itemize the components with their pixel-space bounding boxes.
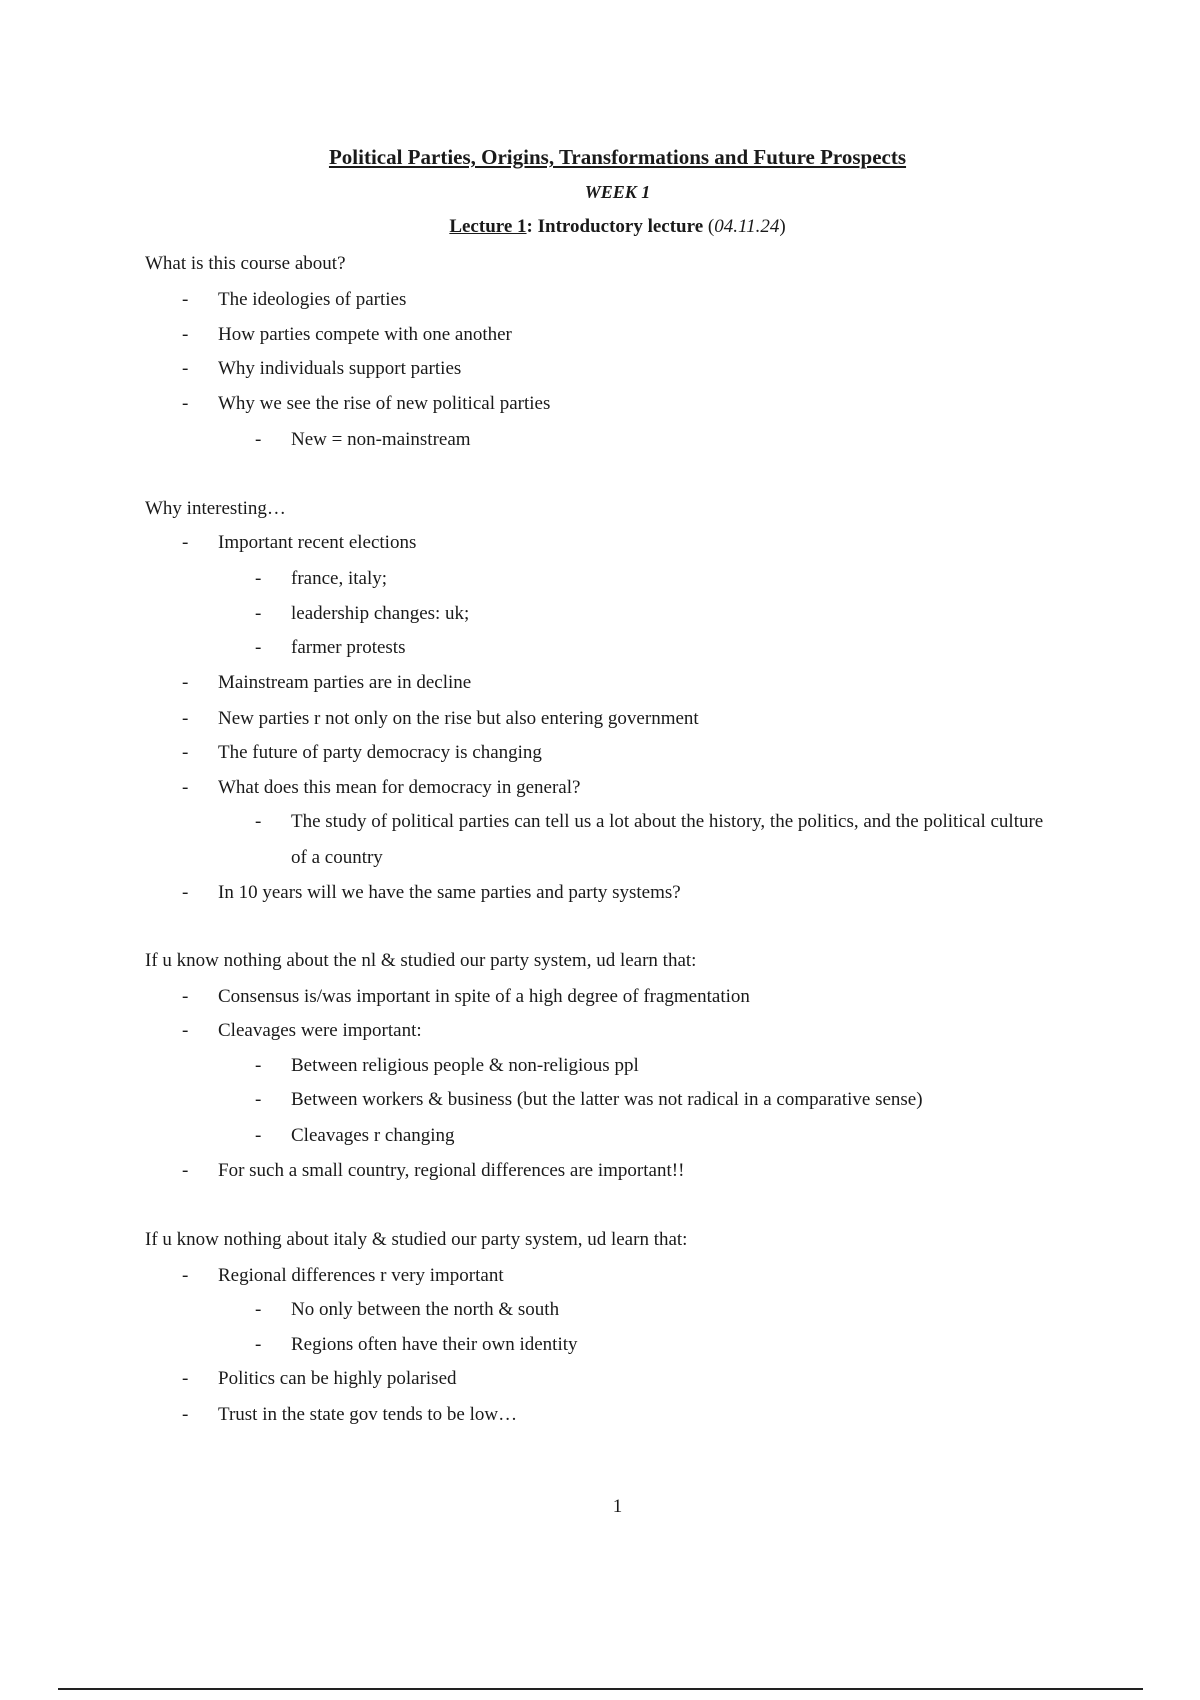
bullet-dash: - — [182, 1368, 189, 1389]
lecture-date-open: ( — [707, 216, 715, 237]
lecture-heading — [0, 216, 1200, 238]
sub-list-item: Cleavages r changing — [291, 1125, 455, 1146]
bullet-dash: - — [182, 324, 189, 345]
sub-list-item: The study of political parties can tell us a lot about the history, the politics, and the political culture — [291, 811, 1044, 832]
bullet-dash: - — [182, 532, 189, 553]
document-title: Political Parties, Origins, Transformations and Future Prospects — [328, 145, 907, 169]
sub-bullet-dash: - — [255, 603, 262, 624]
bullet-dash: - — [182, 1020, 189, 1041]
sub-bullet-dash: - — [255, 568, 262, 589]
sub-list-item: Between workers & business (but the latter was not radical in a comparative sense) — [291, 1089, 923, 1110]
sub-bullet-dash: - — [255, 429, 262, 450]
sub-bullet-dash: - — [255, 1299, 262, 1320]
list-item: The ideologies of parties — [218, 289, 407, 310]
footer-rule — [58, 1688, 1143, 1690]
sub-list-item: No only between the north & south — [291, 1299, 560, 1320]
sub-list-item: france, italy; — [291, 568, 388, 589]
list-item: Regional differences r very important — [218, 1265, 504, 1286]
list-item: For such a small country, regional differences are important!! — [218, 1160, 685, 1181]
bullet-dash: - — [182, 672, 189, 693]
bullet-dash: - — [182, 708, 189, 729]
bullet-dash: - — [182, 289, 189, 310]
bullet-dash: - — [182, 742, 189, 763]
list-item: Cleavages were important: — [218, 1020, 422, 1041]
sub-bullet-dash: - — [255, 1125, 262, 1146]
list-item: New parties r not only on the rise but also entering government — [218, 708, 699, 729]
bullet-dash: - — [182, 1265, 189, 1286]
list-item: In 10 years will we have the same parties and party systems? — [218, 882, 681, 903]
list-item: Trust in the state gov tends to be low… — [218, 1404, 518, 1425]
sub-bullet-dash: - — [255, 1055, 262, 1076]
sub-list-item: leadership changes: uk; — [291, 603, 470, 624]
bullet-dash: - — [182, 777, 189, 798]
list-item: The future of party democracy is changing — [218, 742, 542, 763]
list-item: What does this mean for democracy in general? — [218, 777, 581, 798]
sub-bullet-dash: - — [255, 811, 262, 832]
sub-list-item: farmer protests — [291, 637, 406, 658]
list-item: Important recent elections — [218, 532, 417, 553]
lecture-date: 04.11.24 — [714, 216, 780, 237]
bullet-dash: - — [182, 393, 189, 414]
lecture-separator: : — [526, 216, 538, 237]
sub-bullet-dash: - — [255, 1089, 262, 1110]
section-heading: Why interesting… — [145, 498, 286, 519]
bullet-dash: - — [182, 882, 189, 903]
sub-list-item: Between religious people & non-religious ppl — [291, 1055, 639, 1076]
list-item: Mainstream parties are in decline — [218, 672, 472, 693]
bullet-dash: - — [182, 986, 189, 1007]
page-number: 1 — [612, 1496, 623, 1517]
bullet-dash: - — [182, 1160, 189, 1181]
section-heading: If u know nothing about italy & studied our party system, ud learn that: — [145, 1229, 688, 1250]
sub-list-item-continuation: of a country — [291, 847, 383, 868]
lecture-date-close: ) — [779, 216, 786, 237]
list-item: Consensus is/was important in spite of a high degree of fragmentation — [218, 986, 750, 1007]
sub-bullet-dash: - — [255, 637, 262, 658]
list-item: Why we see the rise of new political parties — [218, 393, 551, 414]
section-heading: What is this course about? — [145, 253, 346, 274]
bullet-dash: - — [182, 1404, 189, 1425]
sub-bullet-dash: - — [255, 1334, 262, 1355]
list-item: Why individuals support parties — [218, 358, 462, 379]
sub-list-item: Regions often have their own identity — [291, 1334, 578, 1355]
list-item: Politics can be highly polarised — [218, 1368, 457, 1389]
list-item: How parties compete with one another — [218, 324, 512, 345]
week-label: WEEK 1 — [584, 182, 651, 202]
lecture-title: Introductory lecture — [537, 216, 708, 237]
bullet-dash: - — [182, 358, 189, 379]
section-heading: If u know nothing about the nl & studied our party system, ud learn that: — [145, 950, 697, 971]
lecture-label: Lecture 1 — [449, 216, 527, 237]
sub-list-item: New = non-mainstream — [291, 429, 471, 450]
